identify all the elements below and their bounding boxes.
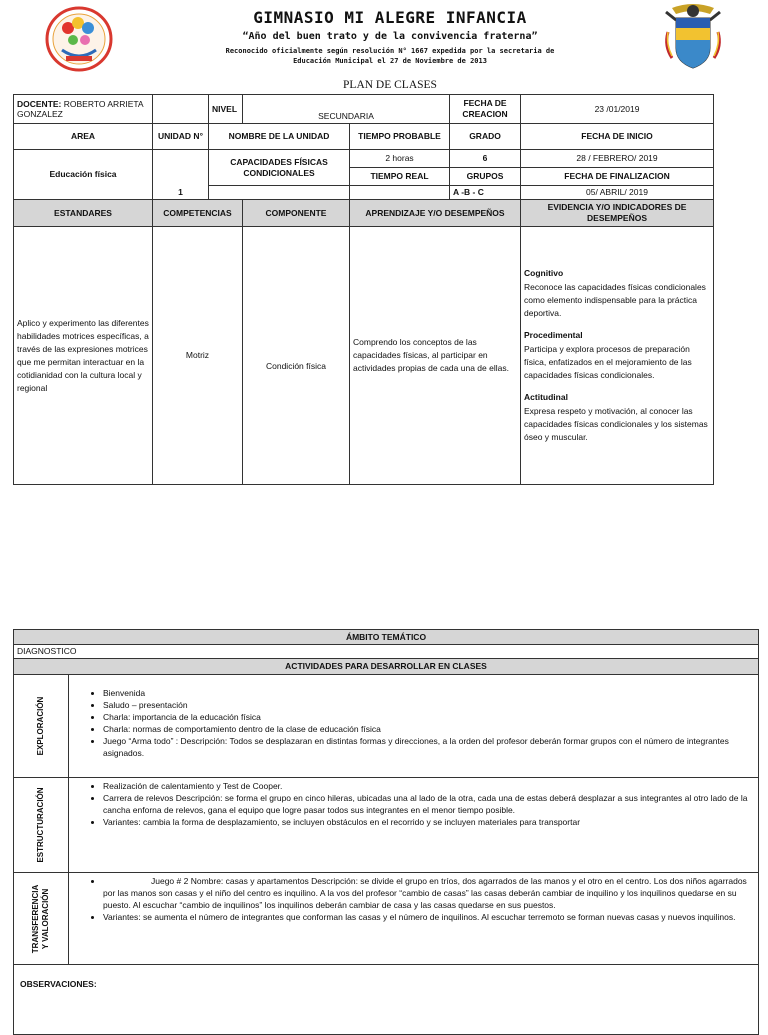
plan-table bbox=[13, 94, 714, 485]
fecha-inicio-value: 28 / FEBRERO/ 2019 bbox=[521, 150, 714, 168]
area-label: AREA bbox=[14, 124, 153, 150]
ambito-table bbox=[13, 629, 759, 1035]
diagnostico-label: DIAGNOSTICO bbox=[14, 645, 759, 659]
recognition-line-2: Educación Municipal el 27 de Noviembre de 2013 bbox=[293, 57, 487, 65]
aprendizaje-text: Comprendo los conceptos de las capacidades físicas, al participar en actividades propias de cada una de ellas. bbox=[350, 227, 521, 485]
exploracion-label: EXPLORACIÓN bbox=[14, 675, 69, 778]
procedimental-title: Procedimental bbox=[524, 330, 583, 340]
list-item: • Variantes: cambia la forma de desplazamiento, se incluyen obstáculos en el recorrido y se incluyen materiales para transportar bbox=[103, 816, 754, 828]
tiempo-real-value bbox=[350, 186, 450, 200]
cognitivo-text: Reconoce las capacidades físicas condicionales como elemento indispensable para la práctica deportiva. bbox=[524, 282, 706, 318]
actividades-title: ACTIVIDADES PARA DESARROLLAR EN CLASES bbox=[14, 659, 759, 675]
estructuracion-activities bbox=[69, 778, 759, 873]
empty-cell bbox=[153, 95, 209, 124]
tiempo-probable-label: TIEMPO PROBABLE bbox=[350, 124, 450, 150]
plan-title: PLAN DE CLASES bbox=[343, 79, 437, 91]
grado-value: 6 bbox=[450, 150, 521, 168]
transferencia-label: TRANSFERENCIA Y VALORACIÓN bbox=[14, 873, 69, 965]
estructuracion-label: ESTRUCTURACIÓN bbox=[14, 778, 69, 873]
competencia-text: Motriz bbox=[153, 227, 243, 485]
list-item: • Realización de calentamiento y Test de Cooper. bbox=[103, 780, 754, 792]
actitudinal-title: Actitudinal bbox=[524, 392, 568, 402]
exploracion-activities bbox=[69, 675, 759, 778]
estandar-text: Aplico y experimento las diferentes habilidades motrices específicas, a través de las expresiones motrices que me permitan interactuar en la cotidianidad con la cultura local y regional bbox=[14, 227, 153, 485]
tiempo-probable-value: 2 horas bbox=[350, 150, 450, 168]
list-item: • Charla: normas de comportamiento dentro de la clase de educación física bbox=[103, 723, 754, 735]
fecha-creacion-label: FECHA DE CREACION bbox=[450, 95, 521, 124]
school-name: GIMNASIO MI ALEGRE INFANCIA bbox=[253, 8, 527, 27]
aprendizaje-header: APRENDIZAJE Y/O DESEMPEÑOS bbox=[350, 200, 521, 227]
estandares-header: ESTANDARES bbox=[14, 200, 153, 227]
fecha-final-value: 05/ ABRIL/ 2019 bbox=[521, 186, 714, 200]
fecha-inicio-label: FECHA DE INICIO bbox=[521, 124, 714, 150]
fecha-final-label: FECHA DE FINALIZACION bbox=[521, 168, 714, 186]
recognition-line-1: Reconocido oficialmente según resolución N° 1667 expedida por la secretaria de bbox=[225, 47, 555, 55]
componente-text: Condición física bbox=[243, 227, 350, 485]
evidencia-header: EVIDENCIA Y/O INDICADORES DE DESEMPEÑOS bbox=[521, 200, 714, 227]
fecha-creacion-value: 23 /01/2019 bbox=[521, 95, 714, 124]
colombia-coat-of-arms-icon bbox=[662, 2, 724, 72]
area-value: Educación física bbox=[14, 150, 153, 200]
docente-value: ROBERTO ARRIETA GONZALEZ bbox=[17, 99, 144, 119]
list-item: • Charla: importancia de la educación física bbox=[103, 711, 754, 723]
nivel-label: NIVEL bbox=[209, 95, 243, 124]
list-item: • Variantes: se aumenta el número de integrantes que conforman las casas y el número de inquilinos. Al escuchar terremoto se forman nuevas casas y nuevos inquilinos. bbox=[103, 911, 754, 923]
grupos-value: A -B - C bbox=[450, 186, 521, 200]
unidad-label: UNIDAD N° bbox=[153, 124, 209, 150]
ambito-title: ÁMBITO TEMÁTICO bbox=[14, 630, 759, 645]
list-item: • Carrera de relevos Descripción: se forma el grupo en cinco hileras, ubicadas una al lado de la otra, cada una de estas deberá desplazar a sus integrantes al otro lado de la cancha enforna de relevos, gana el equipo que logre pasar todos sus integrantes en el menor tiempo posible. bbox=[103, 792, 754, 816]
list-item: • Bienvenida bbox=[103, 687, 754, 699]
school-motto: “Año del buen trato y de la convivencia fraterna” bbox=[242, 31, 538, 42]
document-header bbox=[0, 0, 768, 91]
tiempo-real-label: TIEMPO REAL bbox=[350, 168, 450, 186]
observaciones-label: OBSERVACIONES: bbox=[14, 965, 759, 1035]
cognitivo-title: Cognitivo bbox=[524, 268, 564, 278]
competencias-header: COMPETENCIAS bbox=[153, 200, 243, 227]
unidad-value: 1 bbox=[153, 150, 209, 200]
nombre-unidad-label: NOMBRE DE LA UNIDAD bbox=[209, 124, 350, 150]
list-item: • Juego # 2 Nombre: casas y apartamentos Descripción: se divide el grupo en tríos, dos agarrados de las manos y el otro en el centro. Los dos niños agarrados por las manos son casas y el niño del centro es inquilino. A la vos del profesor “cambio de casas” las casas deberán cambiar de inquilino y los inquilinos quedarse en su puesto. Al escuchar “cambio de inquilinos” los inquilinos deberán cambiar de casa y las casas quedarse en sus puestos. bbox=[103, 875, 754, 911]
empty-cell bbox=[209, 186, 350, 200]
nivel-value: SECUNDARIA bbox=[243, 95, 450, 124]
grupos-label: GRUPOS bbox=[450, 168, 521, 186]
nombre-unidad-value: CAPACIDADES FÍSICAS CONDICIONALES bbox=[209, 150, 350, 186]
transferencia-activities bbox=[69, 873, 759, 965]
componente-header: COMPONENTE bbox=[243, 200, 350, 227]
grado-label: GRADO bbox=[450, 124, 521, 150]
list-item: • Juego “Arma todo” : Descripción: Todos se desplazaran en distintas formas y direcciones, a la orden del profesor deberán formar grupos con el número de integrantes asignados. bbox=[103, 735, 754, 759]
school-crest-icon bbox=[44, 6, 114, 72]
recognition-text bbox=[200, 46, 580, 66]
procedimental-text: Participa y explora procesos de preparación física, enfatizados en el mejoramiento de las capacidades físicas condicionales. bbox=[524, 344, 692, 380]
docente-cell: DOCENTE: ROBERTO ARRIETA GONZALEZ bbox=[14, 95, 153, 124]
actitudinal-text: Expresa respeto y motivación, al conocer las capacidades físicas condicionales y los sistemas óseo y muscular. bbox=[524, 406, 708, 442]
evidencia-cell bbox=[521, 227, 714, 485]
list-item: • Saludo – presentación bbox=[103, 699, 754, 711]
